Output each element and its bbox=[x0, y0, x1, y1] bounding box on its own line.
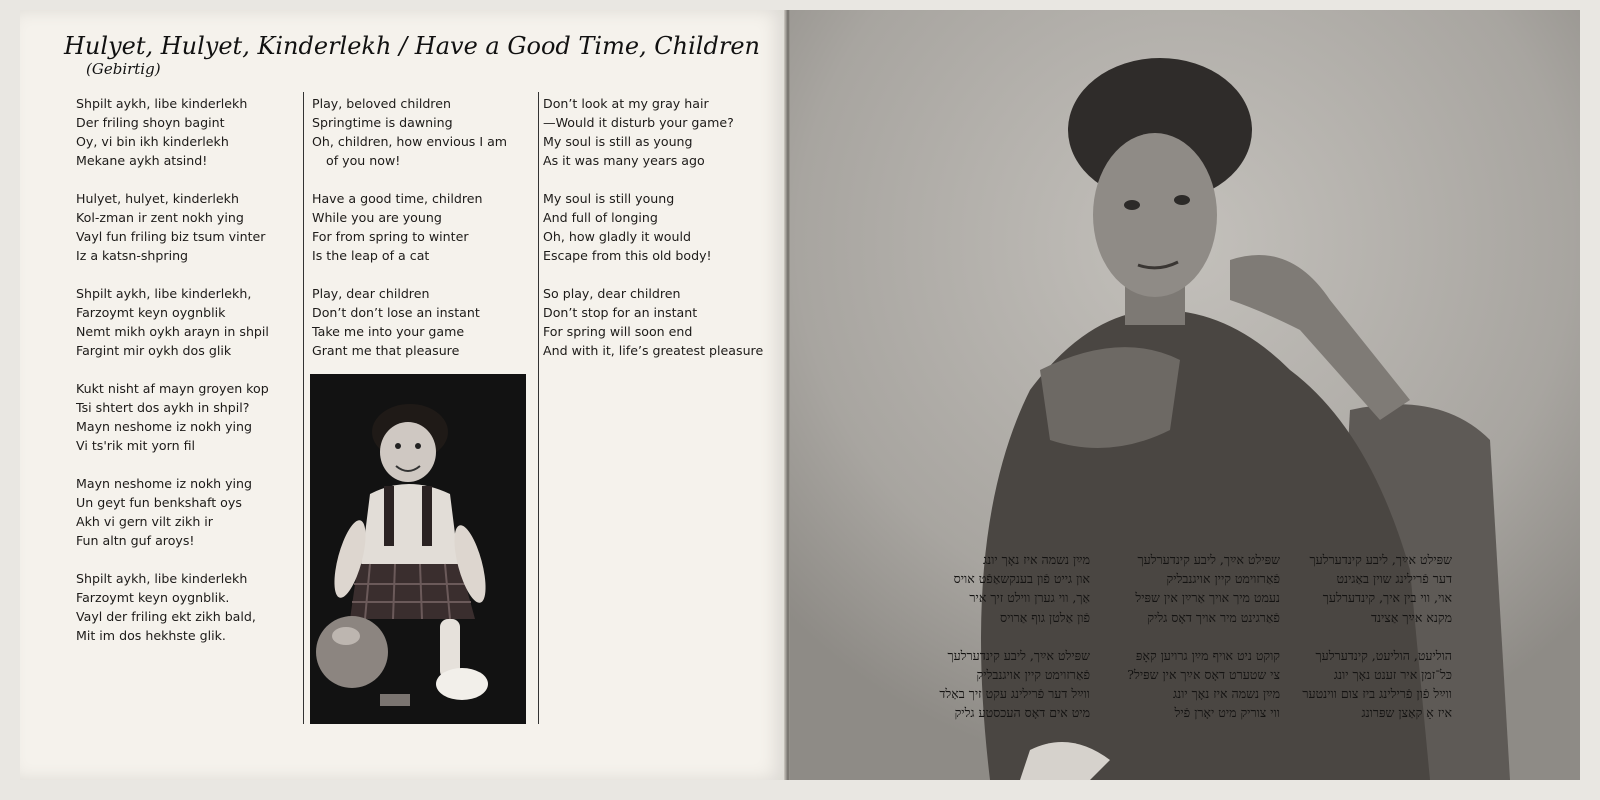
lyric-line: ווי צוריק מיט יאָרן פֿיל bbox=[1174, 705, 1280, 721]
lyric-line: And with it, life’s greatest pleasure bbox=[543, 343, 764, 358]
lyric-line: Don’t stop for an instant bbox=[543, 305, 698, 320]
stanza bbox=[312, 189, 532, 265]
lyric-line: Iz a katsn-shpring bbox=[76, 248, 189, 263]
lyric-line: פֿון אַלטן גוף אַרויס bbox=[1000, 609, 1090, 625]
lyric-line: Grant me that pleasure bbox=[312, 343, 460, 358]
lyric-line: מײַן נשמה איז נאָך יונג bbox=[982, 552, 1090, 567]
lyric-line: Mayn neshome iz nokh ying bbox=[76, 419, 253, 434]
stanza bbox=[312, 94, 532, 170]
lyric-line: For spring will soon end bbox=[543, 324, 693, 339]
column-divider bbox=[303, 92, 304, 724]
lyric-line: מיט אים דאָס העכסטע גליק bbox=[954, 705, 1090, 721]
lyric-line: מקנא אײַך אַצינד bbox=[1370, 609, 1452, 625]
stanza bbox=[543, 94, 768, 170]
child-photo bbox=[310, 374, 526, 724]
lyric-line: Farzoymt keyn oygnblik. bbox=[76, 590, 230, 605]
column-divider bbox=[538, 92, 539, 724]
translation-column-b bbox=[543, 94, 768, 379]
lyric-line: of you now! bbox=[326, 153, 401, 168]
lyric-line: Tsi shtert dos aykh in shpil? bbox=[76, 400, 250, 415]
lyric-line: Der friling shoyn bagint bbox=[76, 115, 225, 130]
lyric-line: מײַן נשמה איז נאָך יונג bbox=[1172, 686, 1280, 702]
stanza bbox=[900, 550, 1090, 627]
lyric-line: Take me into your game bbox=[312, 324, 465, 339]
lyric-line: Oh, how gladly it would bbox=[543, 229, 691, 244]
lyric-line: Kukt nisht af mayn groyen kop bbox=[76, 381, 269, 396]
lyric-line: פֿאַרגינט מיר אויך דאָס גליק bbox=[1147, 609, 1280, 625]
lyric-line: שפּילט אײַך, ליבע קינדערלעך bbox=[947, 647, 1090, 663]
stanza bbox=[76, 474, 296, 550]
lyric-line: My soul is still young bbox=[543, 191, 675, 206]
lyric-line: Vayl fun friling biz tsum vinter bbox=[76, 229, 266, 244]
lyric-line: Springtime is dawning bbox=[312, 115, 453, 130]
lyric-line: Mit im dos hekhste glik. bbox=[76, 628, 226, 643]
lyric-line: Shpilt aykh, libe kinderlekh bbox=[76, 571, 248, 586]
lyric-line: Vayl der friling ekt zikh bald, bbox=[76, 609, 256, 624]
yiddish-column-2 bbox=[1090, 550, 1280, 742]
lyric-line: קוקט ניט אויף מײַן גרויען קאָפּ bbox=[1135, 647, 1280, 663]
lyric-line: Mekane aykh atsind! bbox=[76, 153, 208, 168]
lyric-line: אוי, ווי בין איך, קינדערלעך bbox=[1322, 590, 1452, 606]
stanza bbox=[76, 189, 296, 265]
lyric-line: ווײַל דער פֿרילינג עקט זיך באַלד bbox=[939, 686, 1090, 702]
lyric-line: Is the leap of a cat bbox=[312, 248, 430, 263]
stanza bbox=[543, 189, 768, 265]
lyric-line: Fargint mir oykh dos glik bbox=[76, 343, 232, 358]
yiddish-column-3 bbox=[900, 550, 1090, 742]
stanza bbox=[76, 284, 296, 360]
lyric-line: שפּילט אײַך, ליבע קינדערלעך bbox=[1137, 552, 1280, 567]
lyric-line: Play, dear children bbox=[312, 286, 430, 301]
stanza bbox=[543, 284, 768, 360]
lyric-line: And full of longing bbox=[543, 210, 658, 225]
stanza bbox=[900, 646, 1090, 723]
translation-column-a bbox=[312, 94, 532, 379]
lyric-line: Nemt mikh oykh arayn in shpil bbox=[76, 324, 269, 339]
lyric-line: Farzoymt keyn oygnblik bbox=[76, 305, 226, 320]
lyric-line: Hulyet, hulyet, kinderlekh bbox=[76, 191, 239, 206]
stanza bbox=[1262, 646, 1452, 723]
lyric-line: Mayn neshome iz nokh ying bbox=[76, 476, 253, 491]
lyric-line: For from spring to winter bbox=[312, 229, 469, 244]
lyric-line: אַך, ווי גערן ווילט זיך איר bbox=[969, 590, 1090, 606]
yiddish-column-1 bbox=[1262, 550, 1452, 742]
lyric-line: Play, beloved children bbox=[312, 96, 451, 111]
stanza bbox=[76, 379, 296, 455]
lyric-line: Akh vi gern vilt zikh ir bbox=[76, 514, 213, 529]
lyric-line: דער פֿרילינג שוין באַגינט bbox=[1336, 571, 1452, 587]
lyric-line: נעמט מיך אויך אַרײַן אין שפּיל bbox=[1135, 590, 1280, 606]
transliteration-column bbox=[76, 94, 296, 664]
lyric-line: שפּילט אײַך, ליבע קינדערלעך bbox=[1309, 552, 1452, 567]
lyric-line: און גייט פֿון בענקשאַפֿט אויס bbox=[953, 571, 1090, 587]
lyric-line: Shpilt aykh, libe kinderlekh, bbox=[76, 286, 252, 301]
lyric-line: Don’t don’t lose an instant bbox=[312, 305, 480, 320]
lyric-line: צי שטערט דאָס אײַך אין שפּיל? bbox=[1127, 667, 1280, 683]
lyric-line: Kol-zman ir zent nokh ying bbox=[76, 210, 244, 225]
lyric-line: Escape from this old body! bbox=[543, 248, 712, 263]
lyric-line: Un geyt fun benkshaft oys bbox=[76, 495, 242, 510]
stanza bbox=[312, 284, 532, 360]
lyric-line: איז אַ קאַצן שפּרונג bbox=[1361, 705, 1452, 721]
lyric-line: While you are young bbox=[312, 210, 442, 225]
lyric-line: Shpilt aykh, libe kinderlekh bbox=[76, 96, 248, 111]
lyric-line: פֿאַרזוימט קיין אויגנבליק bbox=[1166, 571, 1280, 587]
lyric-line: ווײַל פֿון פֿרילינג ביז צום ווינטער bbox=[1302, 686, 1452, 702]
stanza bbox=[1090, 550, 1280, 627]
lyric-line: Vi ts'rik mit yorn fil bbox=[76, 438, 196, 453]
lyric-line: Oy, vi bin ikh kinderlekh bbox=[76, 134, 229, 149]
song-author: (Gebirtig) bbox=[86, 60, 161, 78]
lyric-line: Don’t look at my gray hair bbox=[543, 96, 709, 111]
lyric-line: —Would it disturb your game? bbox=[543, 115, 734, 130]
lyric-line: As it was many years ago bbox=[543, 153, 705, 168]
lyric-line: So play, dear children bbox=[543, 286, 681, 301]
song-title: Hulyet, Hulyet, Kinderlekh / Have a Good Time, Children bbox=[64, 32, 760, 60]
lyric-line: הוליעט, הוליעט, קינדערלעך bbox=[1315, 647, 1452, 663]
lyric-line: פֿאַרזוימט קיין אויגנבליק bbox=[976, 667, 1090, 683]
lyric-line: Fun altn guf aroys! bbox=[76, 533, 195, 548]
lyric-line: Oh, children, how envious I am bbox=[312, 134, 508, 149]
lyric-line: Have a good time, children bbox=[312, 191, 483, 206]
stanza bbox=[76, 94, 296, 170]
stanza bbox=[1090, 646, 1280, 723]
stanza bbox=[76, 569, 296, 645]
lyric-line: כּל־זמן איר זענט נאָך יונג bbox=[1333, 667, 1452, 683]
stanza bbox=[1262, 550, 1452, 627]
right-page bbox=[790, 10, 1580, 780]
lyric-line: My soul is still as young bbox=[543, 134, 693, 149]
